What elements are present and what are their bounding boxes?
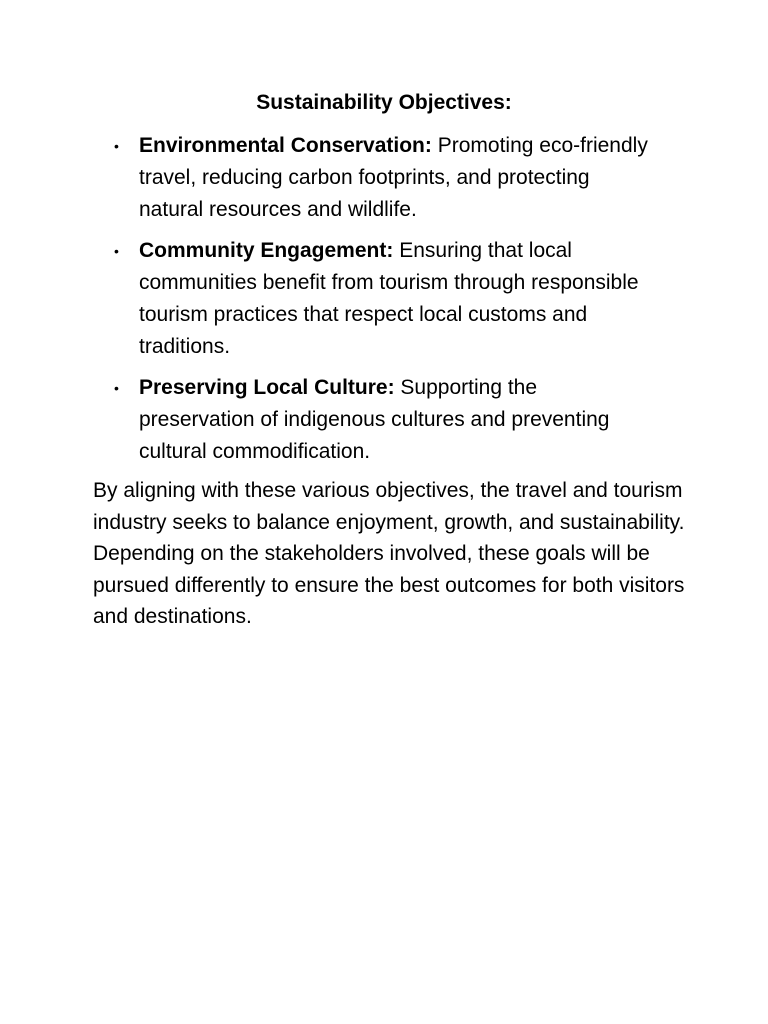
bullet-text: Promoting eco-friendly travel, reducing carbon footprints, and protecting natural resources and wildlife. bbox=[139, 134, 648, 221]
bullet-term: Community Engagement: bbox=[139, 239, 394, 262]
closing-paragraph: By aligning with these various objectives, the travel and tourism industry seeks to balance enjoyment, growth, and sustainability. Depending on the stakeholders involved, these goals will be pursued differently to ensure the best outcomes for both visitors and destinations. bbox=[93, 479, 685, 628]
objectives-list bbox=[110, 130, 650, 477]
list-item bbox=[110, 235, 650, 363]
bullet-text: Ensuring that local communities benefit from tourism through responsible tourism practices that respect local customs and traditions. bbox=[139, 239, 639, 358]
list-item bbox=[110, 130, 650, 226]
bullet-text: Supporting the preservation of indigenous cultures and preventing cultural commodification. bbox=[139, 376, 610, 463]
bullet-icon: • bbox=[114, 243, 119, 259]
list-item bbox=[110, 372, 650, 468]
section-heading: Sustainability Objectives: bbox=[256, 91, 512, 114]
bullet-icon: • bbox=[114, 138, 119, 154]
bullet-term: Preserving Local Culture: bbox=[139, 376, 395, 399]
bullet-term: Environmental Conservation: bbox=[139, 134, 432, 157]
bullet-icon: • bbox=[114, 380, 119, 396]
